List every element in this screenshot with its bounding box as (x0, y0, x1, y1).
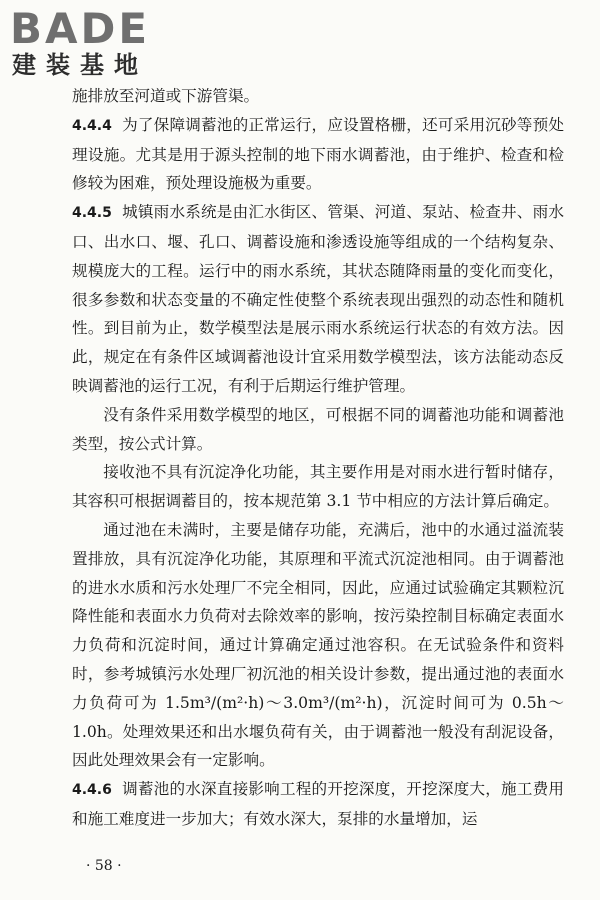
section-number: 4.4.5 (72, 205, 112, 222)
paragraph-text: 城镇雨水系统是由汇水街区、管渠、河道、泵站、检查井、雨水口、出水口、堰、孔口、调蓄设施和渗透设施等组成的一个结构复杂、规模庞大的工程。运行中的雨水系统，其状态随降雨量的变化而变化，很多参数和状态变量的不确定性使整个系统表现出强烈的动态性和随机性。到目前为止，数学模型法是展示雨水系统运行状态的有效方法。因此，规定在有条件区域调蓄池设计宜采用数学模型法，该方法能动态反映调蓄池的运行工况，有利于后期运行维护管理。 (72, 203, 564, 395)
logo-wordmark: BADE (10, 4, 151, 53)
paragraph (72, 775, 564, 834)
paragraph (72, 111, 564, 198)
paragraph-text: 为了保障调蓄池的正常运行，应设置格栅，还可采用沉砂等预处理设施。尤其是用于源头控制的地下雨水调蓄池，由于维护、检查和检修较为困难，预处理设施极为重要。 (72, 115, 564, 193)
paragraph-text: 施排放至河道或下游管渠。 (72, 87, 260, 105)
paragraph (72, 198, 564, 401)
paragraph (72, 458, 564, 516)
page-number: · 58 · (86, 858, 122, 874)
paragraph-text: 没有条件采用数学模型的地区，可根据不同的调蓄池功能和调蓄池类型，按公式计算。 (72, 405, 564, 453)
document-body (72, 82, 564, 834)
section-number: 4.4.4 (72, 117, 112, 134)
paragraph (72, 516, 564, 775)
logo (10, 4, 180, 88)
paragraph-text: 接收池不具有沉淀净化功能，其主要作用是对雨水进行暂时储存，其容积可根据调蓄目的，按本规范第 3.1 节中相应的方法计算后确定。 (72, 463, 564, 511)
paragraph (72, 401, 564, 459)
paragraph (72, 82, 564, 111)
section-number: 4.4.6 (72, 782, 112, 799)
paragraph-text: 通过池在未满时，主要是储存功能，充满后，池中的水通过溢流装置排放，具有沉淀净化功能，其原理和平流式沉淀池相同。由于调蓄池的进水水质和污水处理厂不完全相同，因此，应通过试验确定其颗粒沉降性能和表面水力负荷对去除效率的影响，按污染控制目标确定表面水力负荷和沉淀时间，通过计算确定通过池容积。在无试验条件和资料时，参考城镇污水处理厂初沉池的相关设计参数，提出通过池的表面水力负荷可为 1.5m³/(m²·h)～3.0m³/(m²·h)，沉淀时间可为 0.5h～1.0h。处理效果还和出水堰负荷有关，由于调蓄池一般没有刮泥设备，因此处理效果会有一定影响。 (72, 520, 564, 770)
logo-subtitle: 建装基地 (12, 51, 148, 79)
paragraph-text: 调蓄池的水深直接影响工程的开挖深度，开挖深度大，施工费用和施工难度进一步加大；有效水深大，泵排的水量增加，运 (72, 780, 564, 828)
